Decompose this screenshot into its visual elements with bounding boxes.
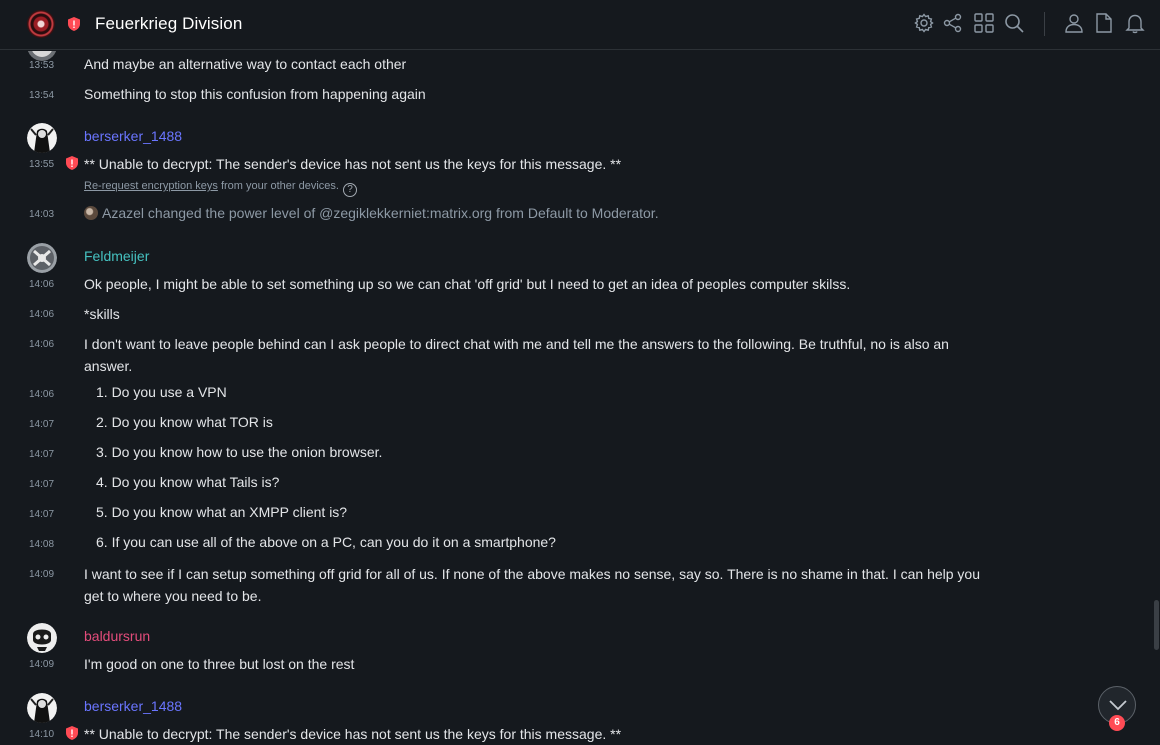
avatar[interactable] [27,623,57,653]
list-item: 1. Do you use a VPN [96,384,227,400]
timestamp: 14:08 [29,539,55,550]
timestamp: 14:07 [29,509,55,520]
timestamp: 14:07 [29,419,55,430]
timestamp: 14:07 [29,479,55,490]
list-item: 4. Do you know what Tails is? [96,474,280,490]
chevron-down-icon [1108,698,1128,712]
list-item: 2. Do you know what TOR is [96,414,273,430]
decryption-error-message: ** Unable to decrypt: The sender's device has not sent us the keys for this message. ** [84,726,622,742]
message-body: answer. [84,358,133,374]
timestamp: 14:07 [29,449,55,460]
header-divider [1044,12,1045,36]
message-body: I don't want to leave people behind can I ask people to direct chat with me and tell me the answers to the following. Be truthful, no is also an [84,336,949,352]
state-event-text: Azazel changed the power level of @zegiklekkerniet:matrix.org from Default to Moderator. [102,205,659,221]
timestamp: 14:10 [29,729,55,740]
avatar[interactable] [27,123,57,153]
list-item: 3. Do you know how to use the onion browser. [96,444,383,460]
message-body: I'm good on one to three but lost on the rest [84,656,355,672]
sender-name[interactable]: Feldmeijer [84,248,150,264]
message-body: get to where you need to be. [84,588,262,604]
share-icon[interactable] [942,12,964,34]
avatar[interactable] [27,693,57,723]
timestamp: 13:55 [29,159,55,170]
room-avatar[interactable] [27,10,55,38]
rerequest-keys-notice [84,180,357,197]
message-body: *skills [84,306,120,322]
timestamp: 14:06 [29,279,55,290]
list-item: 5. Do you know what an XMPP client is? [96,504,348,520]
timestamp: 13:54 [29,90,55,101]
apps-grid-icon[interactable] [973,12,995,34]
unread-badge: 6 [1109,715,1125,731]
timestamp: 14:03 [29,209,55,220]
timestamp: 14:09 [29,659,55,670]
timestamp: 14:09 [29,569,55,580]
rerequest-keys-link[interactable]: Re-request encryption keys [84,180,218,192]
files-icon[interactable] [1093,12,1115,34]
room-header [0,0,1160,50]
sender-name[interactable]: baldursrun [84,628,151,644]
timestamp: 14:06 [29,309,55,320]
room-name[interactable]: Feuerkrieg Division [95,14,243,33]
help-icon[interactable]: ? [343,183,357,197]
search-icon[interactable] [1003,12,1025,34]
shield-warning-icon[interactable] [66,726,78,740]
rerequest-suffix: from your other devices. [217,180,339,192]
timestamp: 13:53 [29,60,55,71]
decryption-error-message: ** Unable to decrypt: The sender's device has not sent us the keys for this message. ** [84,156,622,172]
state-event [84,205,659,221]
timeline[interactable] [0,51,1160,745]
people-icon[interactable] [1063,12,1085,34]
settings-icon[interactable] [913,12,935,34]
shield-warning-icon[interactable] [66,156,78,170]
avatar[interactable] [27,243,57,273]
message-body: Something to stop this confusion from happening again [84,86,426,102]
sender-name[interactable]: berserker_1488 [84,128,183,144]
message-body: I want to see if I can setup something off grid for all of us. If none of the above makes no sense, say so. There is no shame in that. I can help you [84,566,980,582]
message-body: Ok people, I might be able to set something up so we can chat 'off grid' but I need to get an idea of peoples computer skilss. [84,276,851,292]
avatar[interactable] [84,206,98,220]
sender-name[interactable]: berserker_1488 [84,698,183,714]
list-item: 6. If you can use all of the above on a PC, can you do it on a smartphone? [96,534,556,550]
shield-warning-icon[interactable] [68,17,80,31]
notifications-icon[interactable] [1124,12,1146,34]
scrollbar-thumb[interactable] [1154,600,1159,650]
timestamp: 14:06 [29,339,55,350]
message-body: And maybe an alternative way to contact each other [84,56,407,72]
timestamp: 14:06 [29,389,55,400]
